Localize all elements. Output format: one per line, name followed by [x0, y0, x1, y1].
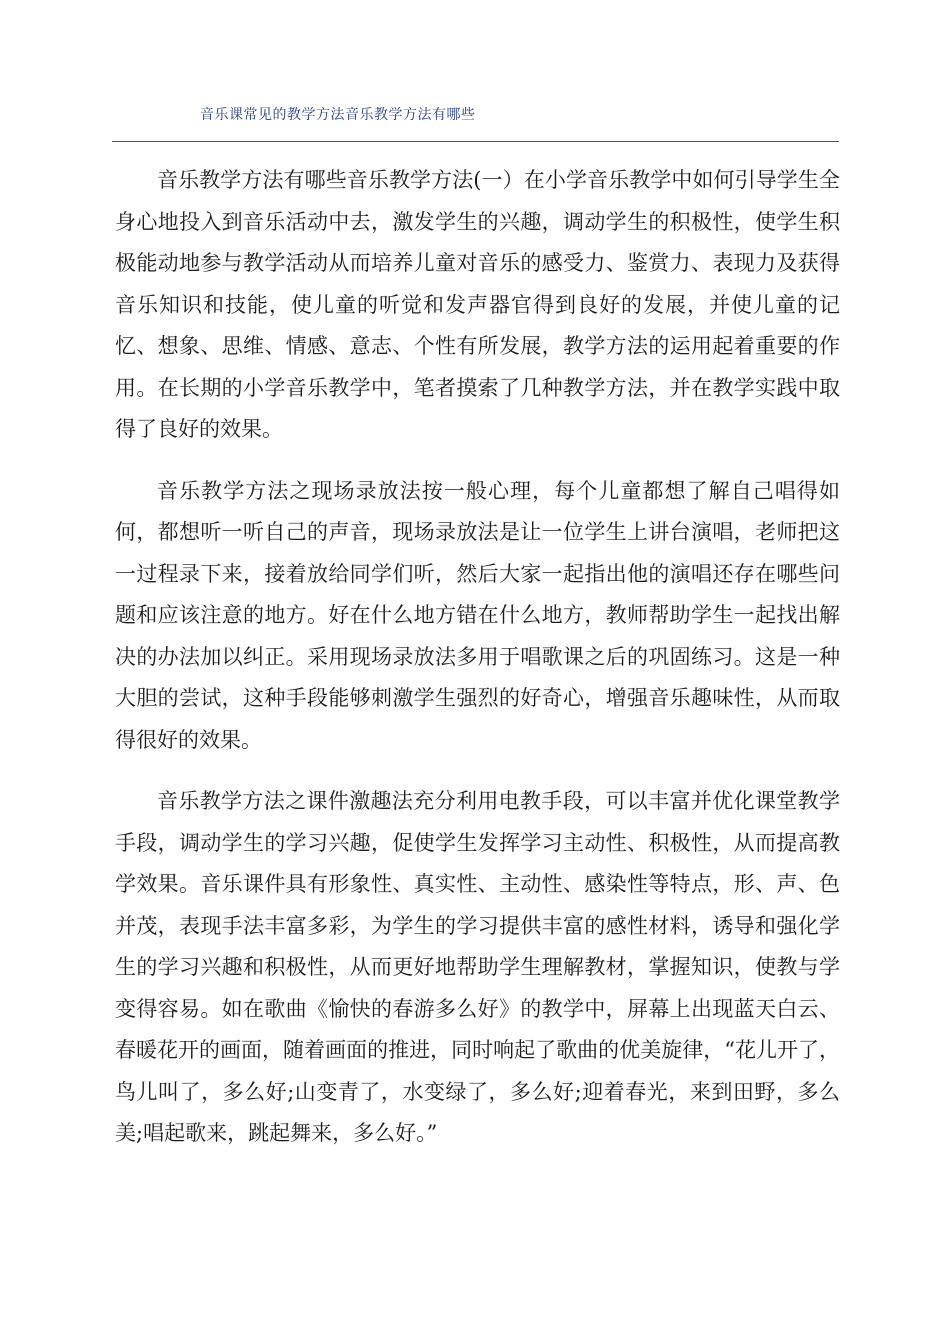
paragraph-3: 音乐教学方法之课件激趣法充分利用电教手段，可以丰富并优化课堂教学手段，调动学生的学习兴趣，促使学生发挥学习主动性、积极性，从而提高教学效果。音乐课件具有形象性、真实性、主动性、感染性等特点，形、声、色并茂，表现手法丰富多彩，为学生的学习提供丰富的感性材料，诱导和强化学生的学习兴趣和积极性，从而更好地帮助学生理解教材，掌握知识，使教与学变得容易。如在歌曲《愉快的春游多么好》的教学中，屏幕上出现蓝天白云、春暖花开的画面，随着画面的推进，同时响起了歌曲的优美旋律，“花儿开了，鸟儿叫了，多么好;山变青了，水变绿了，多么好;迎着春光，来到田野，多么美;唱起歌来，跳起舞来，多么好。” [115, 789, 840, 1145]
document-body [115, 160, 840, 1175]
paragraph-2: 音乐教学方法之现场录放法按一般心理，每个儿童都想了解自己唱得如何，都想听一听自己的声音，现场录放法是让一位学生上讲台演唱，老师把这一过程录下来，接着放给同学们听，然后大家一起指出他的演唱还存在哪些问题和应该注意的地方。好在什么地方错在什么地方，教师帮助学生一起找出解决的办法加以纠正。采用现场录放法多用于唱歌课之后的巩固练习。这是一种大胆的尝试，这种手段能够刺激学生强烈的好奇心，增强音乐趣味性，从而取得很好的效果。 [115, 478, 840, 752]
paragraph-1: 音乐教学方法有哪些音乐教学方法(一）在小学音乐教学中如何引导学生全身心地投入到音乐活动中去，激发学生的兴趣，调动学生的积极性，使学生积极能动地参与教学活动从而培养儿童对音乐的感受力、鉴赏力、表现力及获得音乐知识和技能，使儿童的听觉和发声器官得到良好的发展，并使儿童的记忆、想象、思维、情感、意志、个性有所发展，教学方法的运用起着重要的作用。在长期的小学音乐教学中，笔者摸索了几种教学方法，并在教学实践中取得了良好的效果。 [115, 168, 840, 441]
header-divider [112, 141, 839, 142]
header-title: 音乐课常见的教学方法音乐教学方法有哪些 [200, 107, 476, 123]
